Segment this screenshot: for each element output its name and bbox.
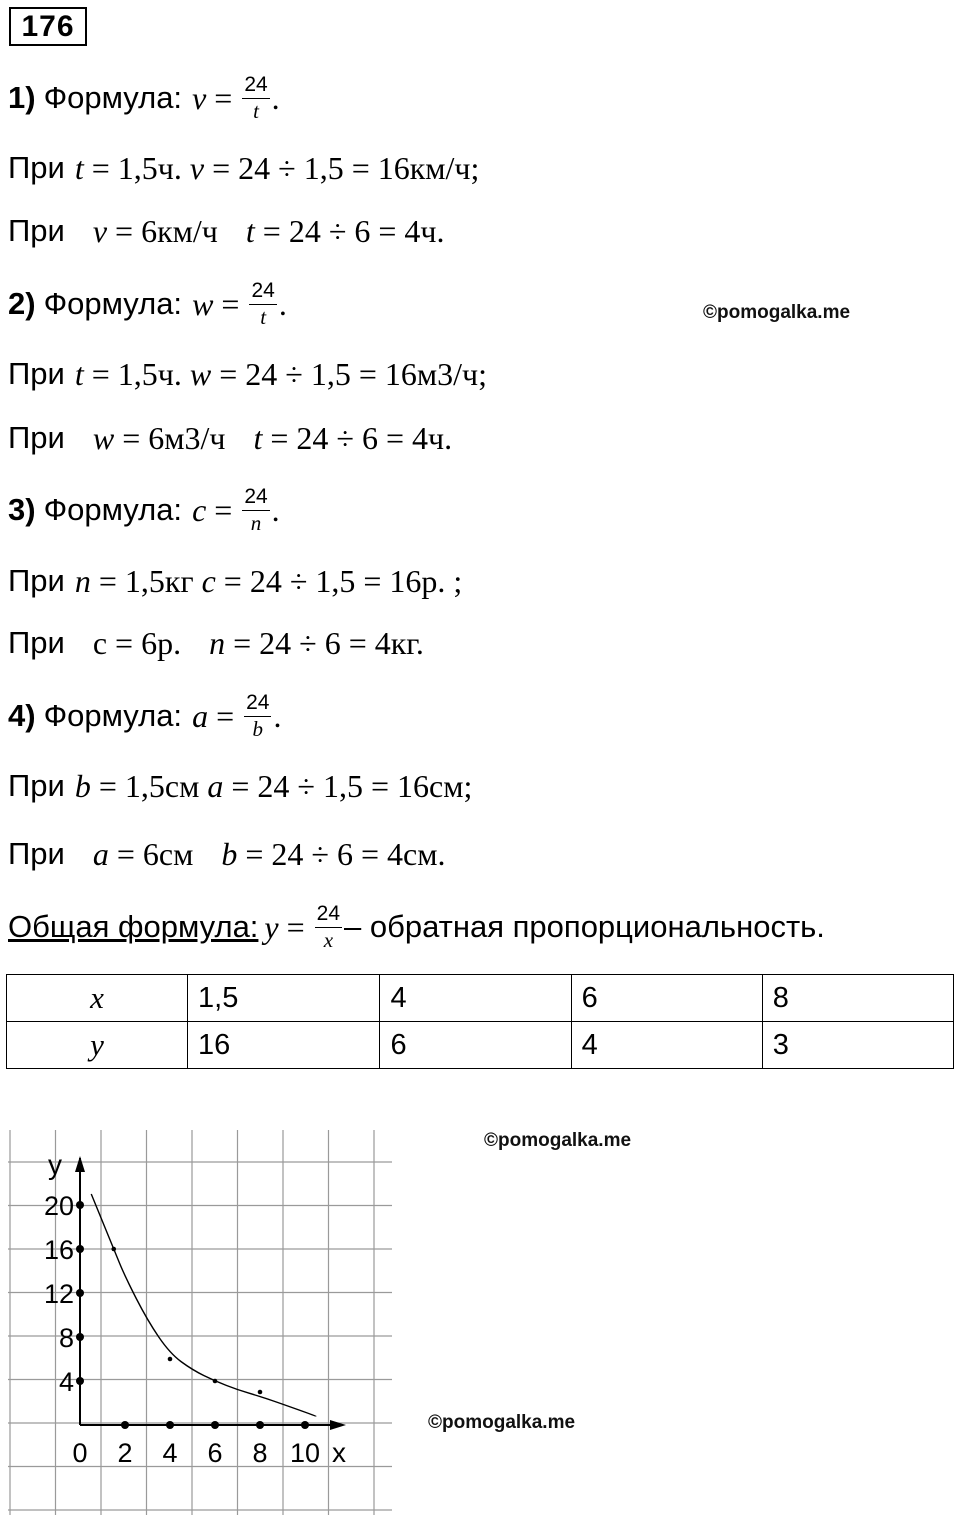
table-cell: 6: [571, 975, 762, 1022]
y-tick-dot: [76, 1245, 84, 1253]
fraction-denominator: b: [252, 716, 264, 741]
math-variable: v: [92, 212, 108, 249]
part-4-formula: 4) Формула: a = $\frac{24}{b}$ .: [8, 691, 282, 741]
data-point: [213, 1379, 218, 1384]
y-tick-dot: [76, 1289, 84, 1297]
math-variable: c: [201, 562, 216, 599]
y-tick-label: 20: [43, 1191, 74, 1221]
watermark: ©pomogalka.me: [484, 1130, 632, 1151]
part-label: 4): [8, 698, 36, 733]
math-expression: = 6р.: [115, 624, 182, 661]
x-tick-dot: [166, 1421, 174, 1429]
table-cell: 8: [762, 975, 953, 1022]
math-expression: = 1,5см: [98, 767, 200, 804]
part-1-formula: 1) Формула: v = $\frac{24}{t}$ .: [8, 73, 280, 123]
table-cell: 6: [380, 1022, 571, 1069]
watermark: ©pomogalka.me: [428, 1412, 576, 1433]
math-expression: = 24 ÷ 1,5 = 16р. ;: [223, 562, 463, 599]
x-tick-label: 2: [117, 1438, 133, 1468]
data-point: [111, 1247, 116, 1252]
math-variable: w: [189, 355, 212, 392]
x-tick-label: 8: [252, 1438, 268, 1468]
line-prefix: При: [8, 150, 65, 185]
part-2-line-3: При w = 6м 3 /ч t = 24 ÷ 6 = 4ч.: [8, 419, 453, 456]
math-variable: t: [74, 149, 84, 186]
x-axis-label: x: [332, 1437, 346, 1468]
math-variable: a: [207, 767, 224, 804]
hyperbola-graph: [0, 1130, 400, 1515]
y-tick-label: 16: [43, 1235, 74, 1265]
general-formula: Общая формула: y = $\frac{24}{x}$ – обратная пропорциональность.: [8, 902, 825, 952]
math-expression: = 24 ÷ 1,5 = 16см;: [231, 767, 473, 804]
formula-variable: a: [192, 697, 209, 734]
fraction-denominator: t: [253, 98, 259, 123]
graph-ticks: [44, 1191, 320, 1468]
part-3-line-3: [8, 613, 424, 673]
math-variable: t: [253, 419, 263, 456]
math-variable: b: [221, 835, 238, 872]
part-4-line-3: [8, 824, 445, 884]
x-tick-dot: [211, 1421, 219, 1429]
y-axis-arrow: [75, 1156, 85, 1172]
math-expression: = 24 ÷ 6 = 4ч.: [262, 212, 445, 249]
x-tick-dot: [256, 1421, 264, 1429]
table-row: [7, 1022, 954, 1069]
math-expression: = 6см: [116, 835, 194, 872]
formula-variable: y: [264, 908, 279, 945]
formula-fraction: [244, 692, 271, 739]
formula-fraction: [315, 903, 342, 950]
fraction-numerator: 24: [242, 74, 269, 98]
math-expression: = 6км/ч: [115, 212, 218, 249]
row-header: y: [7, 1022, 188, 1069]
watermark: ©pomogalka.me: [703, 302, 851, 323]
math-expression: = 24 ÷ 6 = 4см.: [245, 835, 446, 872]
formula-variable: w: [192, 285, 214, 322]
formula-label: Формула:: [43, 80, 183, 115]
math-expression: = 1,5ч.: [91, 355, 182, 392]
table-row: [7, 975, 954, 1022]
formula-fraction: [242, 486, 269, 533]
math-expression: = 24 ÷ 1,5 = 16км/ч;: [212, 149, 480, 186]
math-expression: = 24 ÷ 6 = 4ч.: [270, 419, 453, 456]
x-tick-label: 6: [207, 1438, 223, 1468]
fraction-denominator: x: [323, 927, 334, 952]
part-3-formula: 3) Формула: c = $\frac{24}{n}$ .: [8, 485, 280, 535]
x-tick-label: 4: [162, 1438, 178, 1468]
formula-variable: c: [192, 491, 207, 528]
formula-variable: v: [192, 79, 207, 116]
part-1-line-2: [8, 138, 479, 198]
values-table: [6, 974, 954, 1069]
math-variable: v: [189, 149, 205, 186]
math-variable: t: [74, 355, 84, 392]
data-point: [168, 1357, 173, 1362]
math-expression: = 1,5кг: [98, 562, 194, 599]
formula-fraction: [249, 280, 276, 327]
part-label: 3): [8, 492, 36, 527]
math-variable: t: [245, 212, 255, 249]
formula-label: Формула:: [43, 492, 183, 527]
math-variable: a: [92, 835, 109, 872]
line-prefix: При: [8, 563, 65, 598]
fraction-numerator: 24: [242, 486, 269, 510]
formula-label: Формула:: [43, 286, 183, 321]
graph-points: [111, 1247, 262, 1395]
math-variable: n: [209, 624, 226, 661]
part-2-line-2: При t = 1,5ч. w = 24 ÷ 1,5 = 16м 3 /ч;: [8, 355, 487, 392]
line-prefix: При: [8, 213, 65, 248]
math-expression: = 1,5ч.: [91, 149, 182, 186]
y-tick-label: 4: [58, 1367, 74, 1397]
math-expression: = 6м: [122, 419, 185, 456]
part-label: 2): [8, 286, 36, 321]
data-point: [258, 1390, 263, 1395]
fraction-denominator: t: [260, 304, 267, 329]
part-2-formula: 2) Формула: w = $\frac{24}{t}$ .: [8, 279, 287, 329]
table-cell: 16: [188, 1022, 380, 1069]
table-cell: 4: [380, 975, 571, 1022]
x-tick-dot: [301, 1421, 309, 1429]
table-cell: 1,5: [188, 975, 380, 1022]
line-prefix: При: [8, 836, 65, 871]
x-tick-label: 10: [289, 1438, 321, 1468]
formula-label: Формула:: [43, 698, 183, 733]
y-axis-label: y: [48, 1149, 62, 1180]
problem-number: 176: [9, 7, 87, 46]
general-formula-suffix: – обратная пропорциональность.: [344, 909, 825, 944]
part-label: 1): [8, 80, 36, 115]
line-prefix: При: [8, 768, 65, 803]
table-cell: 3: [762, 1022, 953, 1069]
math-variable: с: [92, 624, 108, 661]
line-prefix: При: [8, 356, 65, 391]
y-tick-label: 12: [43, 1279, 74, 1309]
row-header: x: [7, 975, 188, 1022]
fraction-numerator: 24: [315, 903, 342, 927]
y-tick-dot: [76, 1201, 84, 1209]
x-tick-label: 0: [72, 1438, 88, 1468]
part-1-line-3: [8, 201, 445, 261]
formula-fraction: [242, 74, 269, 121]
math-expression: /ч;: [453, 355, 487, 392]
fraction-denominator: n: [250, 510, 262, 535]
fraction-numerator: 24: [249, 280, 276, 304]
table-cell: 4: [571, 1022, 762, 1069]
line-prefix: При: [8, 625, 65, 660]
general-formula-label: Общая формула:: [8, 909, 259, 944]
math-expression: = 24 ÷ 6 = 4кг.: [233, 624, 424, 661]
x-tick-dot: [121, 1421, 129, 1429]
x-axis-arrow: [330, 1420, 346, 1430]
math-expression: /ч: [200, 419, 226, 456]
math-expression: = 24 ÷ 1,5 = 16м: [219, 355, 438, 392]
math-variable: b: [74, 767, 91, 804]
math-variable: n: [74, 562, 91, 599]
y-tick-dot: [76, 1333, 84, 1341]
y-tick-label: 8: [58, 1323, 74, 1353]
math-variable: w: [92, 419, 115, 456]
fraction-numerator: 24: [244, 692, 271, 716]
line-prefix: При: [8, 420, 65, 455]
part-4-line-2: [8, 756, 472, 816]
y-tick-dot: [76, 1377, 84, 1385]
part-3-line-2: [8, 551, 462, 611]
